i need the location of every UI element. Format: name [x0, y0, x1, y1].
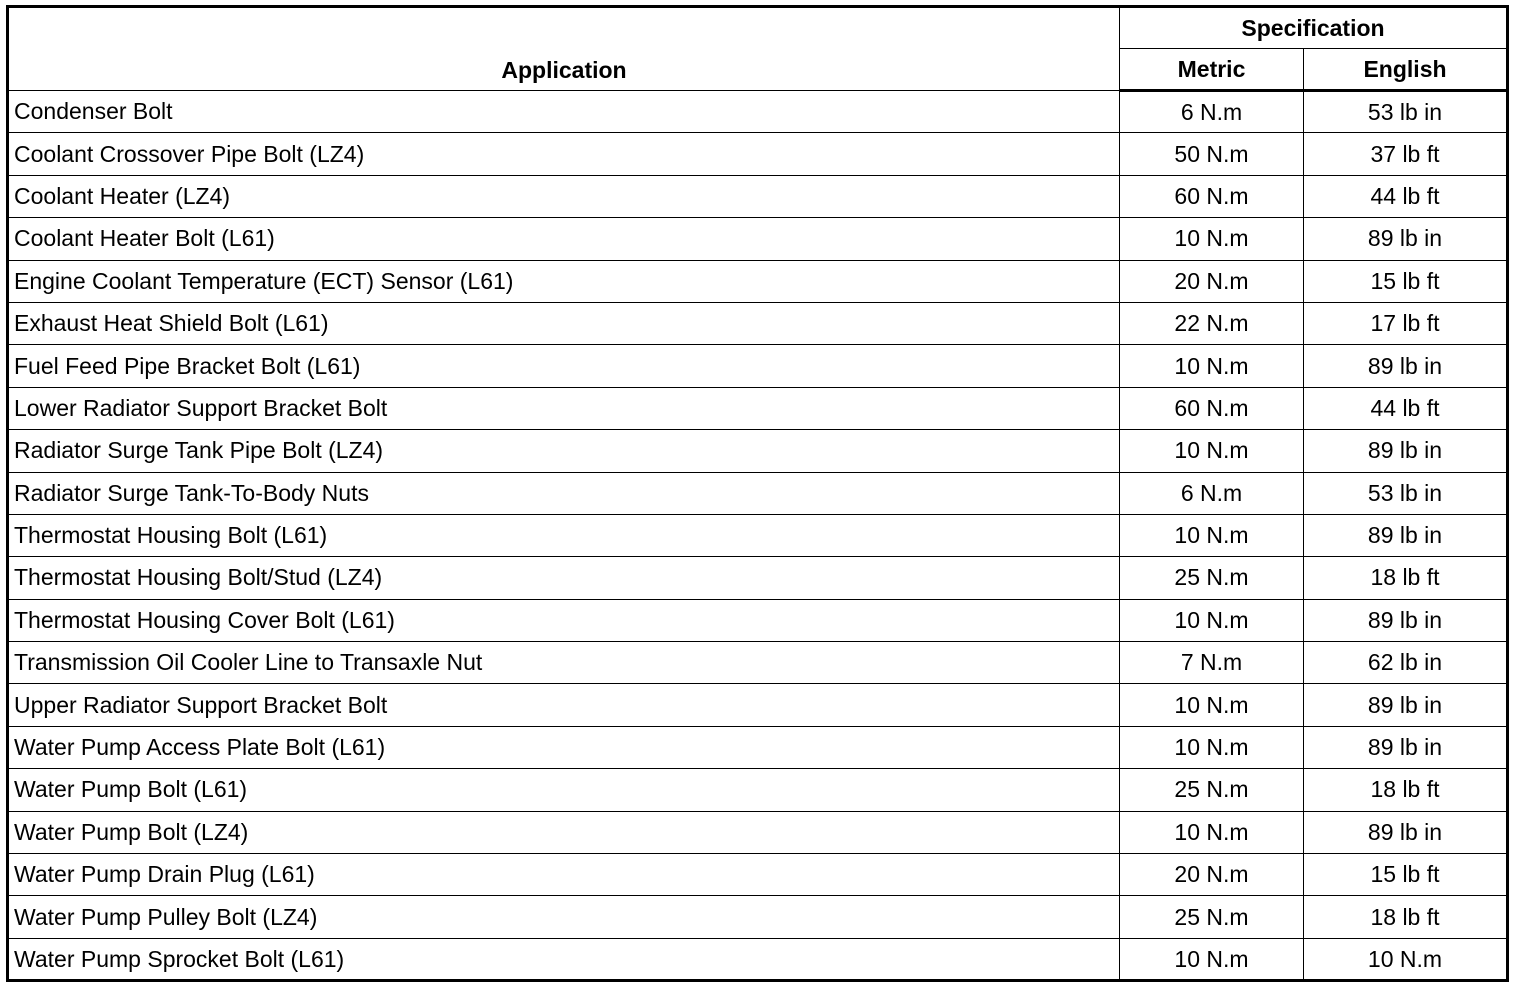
english-cell: 17 lb ft [1304, 302, 1508, 344]
header-row-top [8, 7, 1508, 49]
table-row [8, 642, 1508, 684]
table-row [8, 345, 1508, 387]
english-cell: 89 lb in [1304, 684, 1508, 726]
english-cell: 89 lb in [1304, 345, 1508, 387]
english-cell: 89 lb in [1304, 811, 1508, 853]
metric-cell: 10 N.m [1120, 430, 1304, 472]
application-cell: Thermostat Housing Bolt/Stud (LZ4) [8, 557, 1120, 599]
english-cell: 89 lb in [1304, 514, 1508, 556]
table-row [8, 91, 1508, 133]
table-row [8, 430, 1508, 472]
application-cell: Exhaust Heat Shield Bolt (L61) [8, 302, 1120, 344]
english-header: English [1304, 49, 1508, 91]
metric-cell: 10 N.m [1120, 599, 1304, 641]
application-cell: Water Pump Drain Plug (L61) [8, 854, 1120, 896]
application-cell: Radiator Surge Tank Pipe Bolt (LZ4) [8, 430, 1120, 472]
metric-cell: 7 N.m [1120, 642, 1304, 684]
table-body [8, 91, 1508, 981]
table-row [8, 938, 1508, 980]
metric-cell: 20 N.m [1120, 854, 1304, 896]
application-cell: Transmission Oil Cooler Line to Transaxle Nut [8, 642, 1120, 684]
english-cell: 37 lb ft [1304, 133, 1508, 175]
table-row [8, 133, 1508, 175]
table-row [8, 599, 1508, 641]
english-cell: 18 lb ft [1304, 769, 1508, 811]
application-cell: Engine Coolant Temperature (ECT) Sensor (L61) [8, 260, 1120, 302]
english-cell: 15 lb ft [1304, 854, 1508, 896]
metric-cell: 25 N.m [1120, 769, 1304, 811]
metric-cell: 60 N.m [1120, 387, 1304, 429]
table-row [8, 854, 1508, 896]
application-cell: Coolant Heater (LZ4) [8, 175, 1120, 217]
metric-cell: 25 N.m [1120, 557, 1304, 599]
application-cell: Condenser Bolt [8, 91, 1120, 133]
application-cell: Water Pump Pulley Bolt (LZ4) [8, 896, 1120, 938]
english-cell: 62 lb in [1304, 642, 1508, 684]
metric-cell: 6 N.m [1120, 472, 1304, 514]
english-cell: 89 lb in [1304, 726, 1508, 768]
application-cell: Water Pump Access Plate Bolt (L61) [8, 726, 1120, 768]
metric-cell: 10 N.m [1120, 684, 1304, 726]
table-header [8, 7, 1508, 91]
table-row [8, 218, 1508, 260]
table-row [8, 811, 1508, 853]
table-row [8, 726, 1508, 768]
english-cell: 53 lb in [1304, 472, 1508, 514]
application-cell: Radiator Surge Tank-To-Body Nuts [8, 472, 1120, 514]
metric-cell: 25 N.m [1120, 896, 1304, 938]
application-cell: Water Pump Sprocket Bolt (L61) [8, 938, 1120, 980]
application-cell: Coolant Heater Bolt (L61) [8, 218, 1120, 260]
application-cell: Thermostat Housing Bolt (L61) [8, 514, 1120, 556]
application-cell: Water Pump Bolt (LZ4) [8, 811, 1120, 853]
metric-cell: 10 N.m [1120, 218, 1304, 260]
application-header: Application [8, 7, 1120, 91]
application-cell: Lower Radiator Support Bracket Bolt [8, 387, 1120, 429]
metric-cell: 10 N.m [1120, 514, 1304, 556]
metric-cell: 22 N.m [1120, 302, 1304, 344]
application-cell: Water Pump Bolt (L61) [8, 769, 1120, 811]
table-row [8, 302, 1508, 344]
application-cell: Thermostat Housing Cover Bolt (L61) [8, 599, 1120, 641]
english-cell: 18 lb ft [1304, 557, 1508, 599]
metric-cell: 6 N.m [1120, 91, 1304, 133]
specification-table [6, 5, 1509, 982]
table-row [8, 175, 1508, 217]
english-cell: 44 lb ft [1304, 387, 1508, 429]
table-row [8, 472, 1508, 514]
application-cell: Upper Radiator Support Bracket Bolt [8, 684, 1120, 726]
metric-cell: 10 N.m [1120, 811, 1304, 853]
english-cell: 53 lb in [1304, 91, 1508, 133]
metric-cell: 60 N.m [1120, 175, 1304, 217]
table-row [8, 896, 1508, 938]
metric-cell: 10 N.m [1120, 726, 1304, 768]
metric-cell: 10 N.m [1120, 938, 1304, 980]
table-row [8, 260, 1508, 302]
table-row [8, 684, 1508, 726]
english-cell: 18 lb ft [1304, 896, 1508, 938]
metric-header: Metric [1120, 49, 1304, 91]
english-cell: 89 lb in [1304, 218, 1508, 260]
metric-cell: 20 N.m [1120, 260, 1304, 302]
metric-cell: 50 N.m [1120, 133, 1304, 175]
english-cell: 10 N.m [1304, 938, 1508, 980]
application-cell: Coolant Crossover Pipe Bolt (LZ4) [8, 133, 1120, 175]
specification-header: Specification [1120, 7, 1508, 49]
table-row [8, 557, 1508, 599]
english-cell: 89 lb in [1304, 599, 1508, 641]
english-cell: 44 lb ft [1304, 175, 1508, 217]
table-row [8, 514, 1508, 556]
table-row [8, 387, 1508, 429]
english-cell: 15 lb ft [1304, 260, 1508, 302]
english-cell: 89 lb in [1304, 430, 1508, 472]
table-row [8, 769, 1508, 811]
application-cell: Fuel Feed Pipe Bracket Bolt (L61) [8, 345, 1120, 387]
metric-cell: 10 N.m [1120, 345, 1304, 387]
